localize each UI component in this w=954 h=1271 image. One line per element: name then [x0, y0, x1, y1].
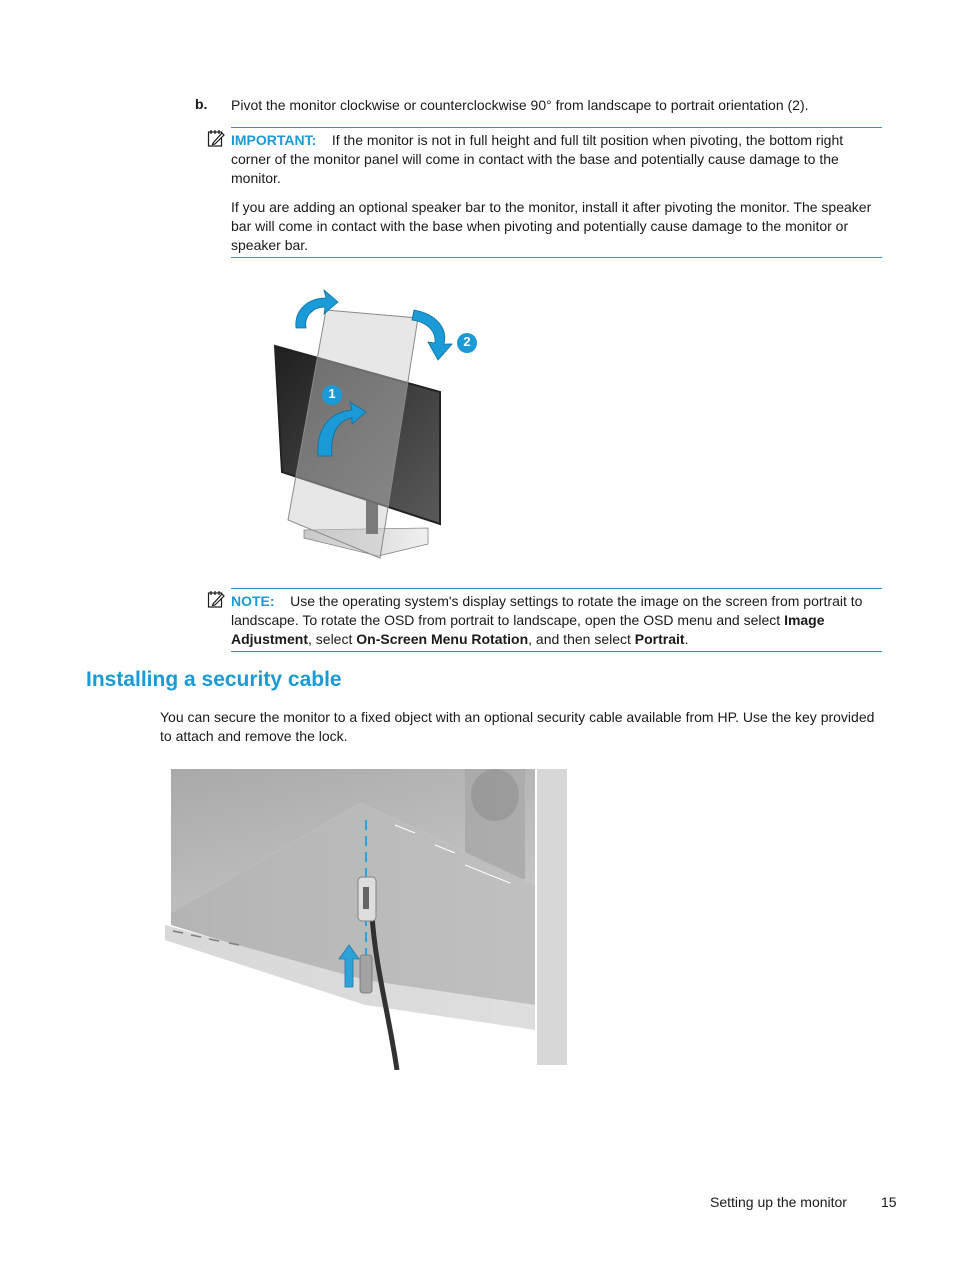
callout-1: 1 [328, 386, 336, 401]
page-number: 15 [881, 1194, 897, 1210]
note-paragraph [231, 592, 882, 649]
note-bold-osd-rotation: On-Screen Menu Rotation [356, 631, 529, 647]
callout-2: 2 [463, 334, 471, 349]
important-label: IMPORTANT: [231, 132, 317, 148]
note-text-d: . [684, 631, 689, 647]
footer-title: Setting up the monitor [710, 1194, 847, 1210]
note-text-c: , and then select [528, 631, 635, 647]
important-text-1: If the monitor is not in full height and full tilt position when pivoting, the bottom right corner of the monitor panel will come in contact with the base and potentially cause damage to the monitor. [231, 132, 844, 186]
step-letter: b. [195, 96, 208, 112]
note-label: NOTE: [231, 593, 275, 609]
note-text-b: , select [308, 631, 357, 647]
step-text: Pivot the monitor clockwise or counterclockwise 90° from landscape to portrait orientation (2). [231, 97, 809, 113]
important-paragraph-2: If you are adding an optional speaker bar to the monitor, install it after pivoting the monitor. The speaker bar will come in contact with the base when pivoting and potentially cause damage to the monitor or speaker bar. [231, 199, 872, 253]
important-paragraph-1 [231, 131, 882, 188]
important-icon [207, 129, 225, 147]
important-top-rule [231, 127, 882, 128]
monitor-pivot-illustration [268, 288, 483, 570]
note-bold-image-adjustment: Image Adjustment [231, 612, 825, 647]
note-bold-portrait: Portrait [634, 631, 685, 647]
section-body: You can secure the monitor to a fixed object with an optional security cable available from HP. Use the key provided to attach and remove the lock. [160, 709, 875, 744]
note-bottom-rule [231, 651, 882, 652]
section-heading: Installing a security cable [86, 668, 342, 691]
note-top-rule [231, 588, 882, 589]
note-text-a: Use the operating system's display settings to rotate the image on the screen from portrait to landscape. To rotate the OSD from portrait to landscape, open the OSD menu and select [231, 593, 863, 628]
security-cable-illustration [165, 765, 571, 1070]
note-icon [207, 590, 225, 608]
important-bottom-rule [231, 257, 882, 258]
